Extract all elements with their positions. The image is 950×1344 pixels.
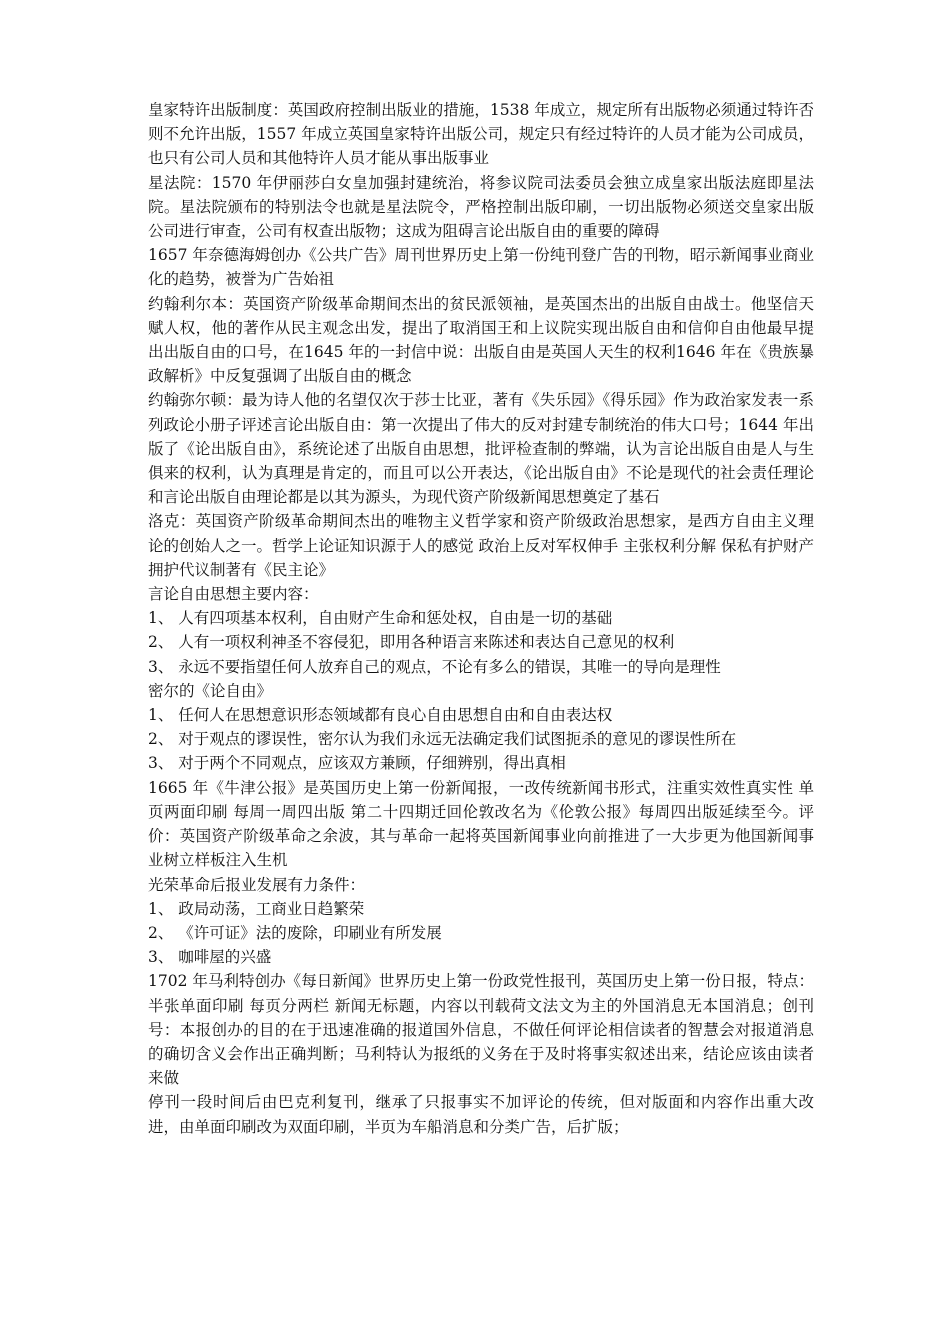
paragraph-daily-courant: 1702 年马利特创办《每日新闻》世界历史上第一份政党性报刊，英国历史上第一份日报，特点： 半张单面印刷 每页分两栏 新闻无标题，内容以刊载荷文法文为主的外国消息无本国消息；创刊号：本报创办的目的在于迅速准确的报道国外信息，不做任何评论相信读者的智慧会对报道消息的确切含义会作出正确判断；马利特认为报纸的义务在于及时将事实叙述出来，结论应该由读者来做 <box>148 972 814 1088</box>
heading-free-speech-content: 言论自由思想主要内容： <box>148 585 319 604</box>
paragraph-locke: 洛克：英国资产阶级革命期间杰出的唯物主义哲学家和资产阶级政治思想家，是西方自由主义理论的创始人之一。哲学上论证知识源于人的感觉 政治上反对军权伸手 主张权利分解 保私有护财产 拥护代议制著有《民主论》 <box>148 512 814 579</box>
paragraph-lilburne: 约翰利尔本：英国资产阶级革命期间杰出的贫民派领袖，是英国杰出的出版自由战士。他坚信天赋人权，他的著作从民主观念出发，提出了取消国王和上议院实现出版自由和信仰自由他最早提出出版自由的口号，在1645 年的一封信中说：出版自由是英国人天生的权利1646 年在《贵族暴政解析》中反复强调了出版自由的概念 <box>148 294 814 386</box>
heading-mill-on-liberty: 密尔的《论自由》 <box>148 681 273 700</box>
paragraph-royal-licensing: 皇家特许出版制度：英国政府控制出版业的措施，1538 年成立，规定所有出版物必须通过特许否则不允许出版，1557 年成立英国皇家特许出版公司，规定只有经过特许的人员才能为公司成员，也只有公司人员和其他特许人员才能从事出版事业 <box>148 101 814 168</box>
list-item: 2、 人有一项权利神圣不容侵犯，即用各种语言来陈述和表达自己意见的权利 <box>148 633 675 652</box>
list-item: 1、 人有四项基本权利，自由财产生命和惩处权，自由是一切的基础 <box>148 609 613 628</box>
list-item: 1、 任何人在思想意识形态领域都有良心自由思想自由和自由表达权 <box>148 706 613 725</box>
list-item: 3、 咖啡屋的兴盛 <box>148 948 272 967</box>
paragraph-star-chamber: 星法院：1570 年伊丽莎白女皇加强封建统治，将参议院司法委员会独立成皇家出版法庭即星法院。星法院颁布的特别法令也就是星法院令，严格控制出版印刷，一切出版物必须送交皇家出版公司进行审查，公司有权查出版物；这成为阻碍言论出版自由的重要的障碍 <box>148 173 814 241</box>
list-item: 2、 对于观点的谬误性，密尔认为我们永远无法确定我们试图扼杀的意见的谬误性所在 <box>148 730 737 749</box>
paragraph-public-advertiser: 1657 年奈德海姆创办《公共广告》周刊世界历史上第一份纯刊登广告的刊物，昭示新闻事业商业化的趋势，被誉为广告始祖 <box>148 246 814 289</box>
list-item: 3、 对于两个不同观点，应该双方兼顾，仔细辨别，得出真相 <box>148 754 566 773</box>
paragraph-milton: 约翰弥尔顿：最为诗人他的名望仅次于莎士比亚，著有《失乐园》《得乐园》作为政治家发表一系列政论小册子评述言论出版自由：第一次提出了伟大的反对封建专制统治的伟大口号；1644 年出版了《论出版自由》，系统论述了出版自由思想，批评检查制的弊端，认为言论出版自由是人与生俱来的权利，认为真理是肯定的，而且可以公开表达，《论出版自由》不论是现代的社会责任理论和言论出版自由理论都是以其为源头，为现代资产阶级新闻思想奠定了基石 <box>148 391 814 507</box>
heading-glorious-revolution: 光荣革命后报业发展有力条件： <box>148 875 366 894</box>
list-item: 1、 政局动荡，工商业日趋繁荣 <box>148 899 365 918</box>
paragraph-buckley-revival: 停刊一段时间后由巴克利复刊，继承了只报事实不加评论的传统，但对版面和内容作出重大改进，由单面印刷改为双面印刷，半页为车船消息和分类广告，后扩版； <box>148 1093 814 1136</box>
list-item: 2、 《许可证》法的废除，印刷业有所发展 <box>148 923 442 942</box>
list-item: 3、 永远不要指望任何人放弃自己的观点，不论有多么的错误，其唯一的导向是理性 <box>148 657 721 676</box>
document-page <box>148 98 814 1139</box>
paragraph-oxford-gazette: 1665 年《牛津公报》是英国历史上第一份新闻报，一改传统新闻书形式，注重实效性真实性 单页两面印刷 每周一周四出版 第二十四期迁回伦敦改名为《伦敦公报》每周四出版延续至今。评价：英国资产阶级革命之余波，其与革命一起将英国新闻事业向前推进了一大步更为他国新闻事业树立样板注入生机 <box>148 778 814 870</box>
